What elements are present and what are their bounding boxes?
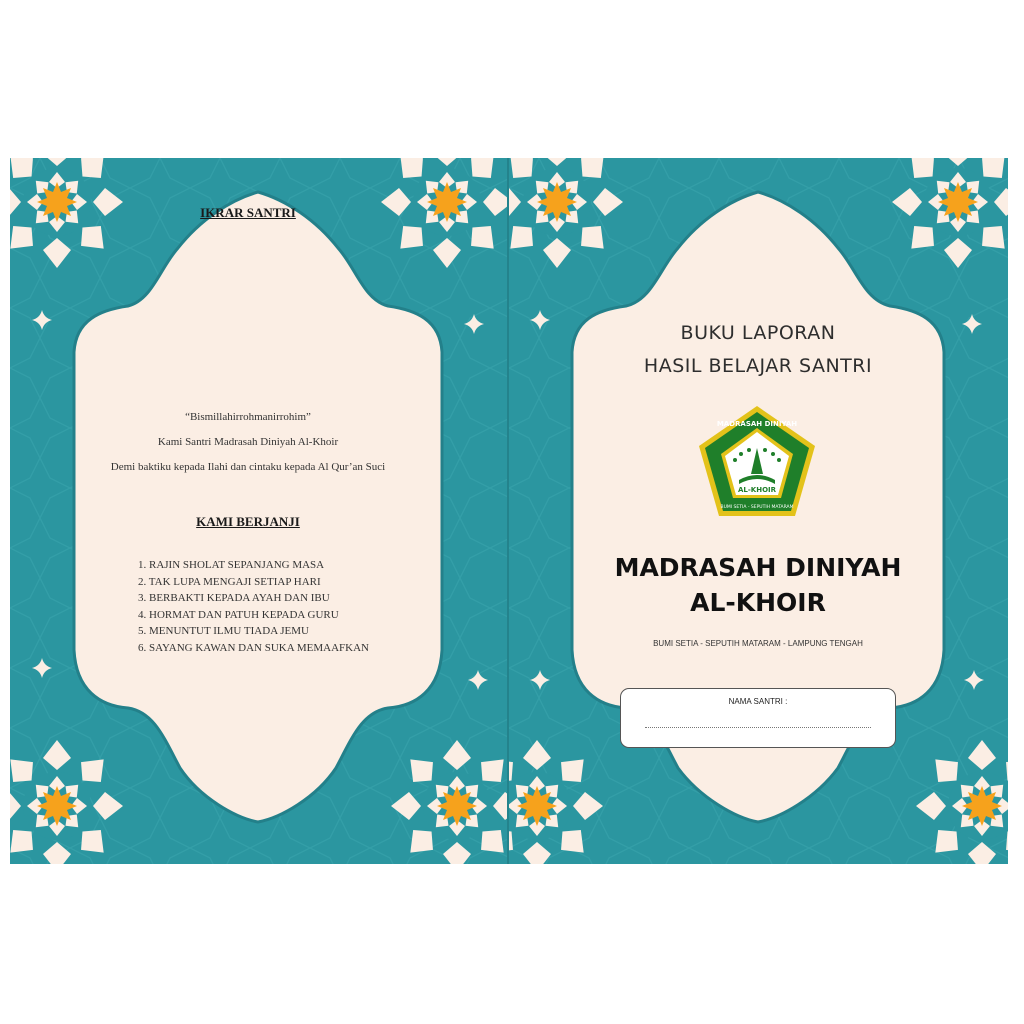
ikrar-line-1: “Bismillahirrohmanirrohim” bbox=[185, 411, 311, 423]
emblem-bottom-text: BUMI SETIA - SEPUTIH MATARAM bbox=[720, 505, 794, 510]
promise-item: 1. RAJIN SHOLAT SEPANJANG MASA bbox=[138, 559, 325, 571]
promise-list bbox=[138, 557, 369, 656]
promise-title: KAMI BERJANJI bbox=[196, 514, 300, 529]
emblem-center-text: AL-KHOIR bbox=[737, 486, 777, 494]
ikrar-title: IKRAR SANTRI bbox=[200, 205, 296, 220]
promise-item: 5. MENUNTUT ILMU TIADA JEMU bbox=[138, 625, 310, 637]
left-arch-panel bbox=[74, 192, 442, 822]
promise-item: 3. BERBAKTI KEPADA AYAH DAN IBU bbox=[138, 592, 330, 604]
report-title-line-2: HASIL BELAJAR SANTRI bbox=[643, 355, 873, 377]
report-title-line-1: BUKU LAPORAN bbox=[680, 322, 836, 344]
ikrar-line-2: Kami Santri Madrasah Diniyah Al-Khoir bbox=[157, 436, 339, 448]
school-name-line-1: MADRASAH DINIYAH bbox=[614, 553, 902, 582]
promise-item: 4. HORMAT DAN PATUH KEPADA GURU bbox=[138, 608, 339, 621]
school-address: BUMI SETIA - SEPUTIH MATARAM - LAMPUNG TENGAH bbox=[653, 639, 863, 648]
school-name-line-2: AL-KHOIR bbox=[690, 588, 826, 617]
ikrar-line-3: Demi baktiku kepada Ilahi dan cintaku kepada Al Qur’an Suci bbox=[110, 461, 386, 473]
emblem-top-text: MADRASAH DINIYAH bbox=[716, 420, 798, 428]
promise-item: 6. SAYANG KAWAN DAN SUKA MEMAAFKAN bbox=[138, 641, 369, 654]
student-name-label: NAMA SANTRI : bbox=[728, 697, 788, 706]
promise-item: 2. TAK LUPA MENGAJI SETIAP HARI bbox=[138, 575, 321, 588]
student-name-box[interactable] bbox=[620, 688, 896, 748]
student-name-line[interactable] bbox=[645, 727, 871, 728]
